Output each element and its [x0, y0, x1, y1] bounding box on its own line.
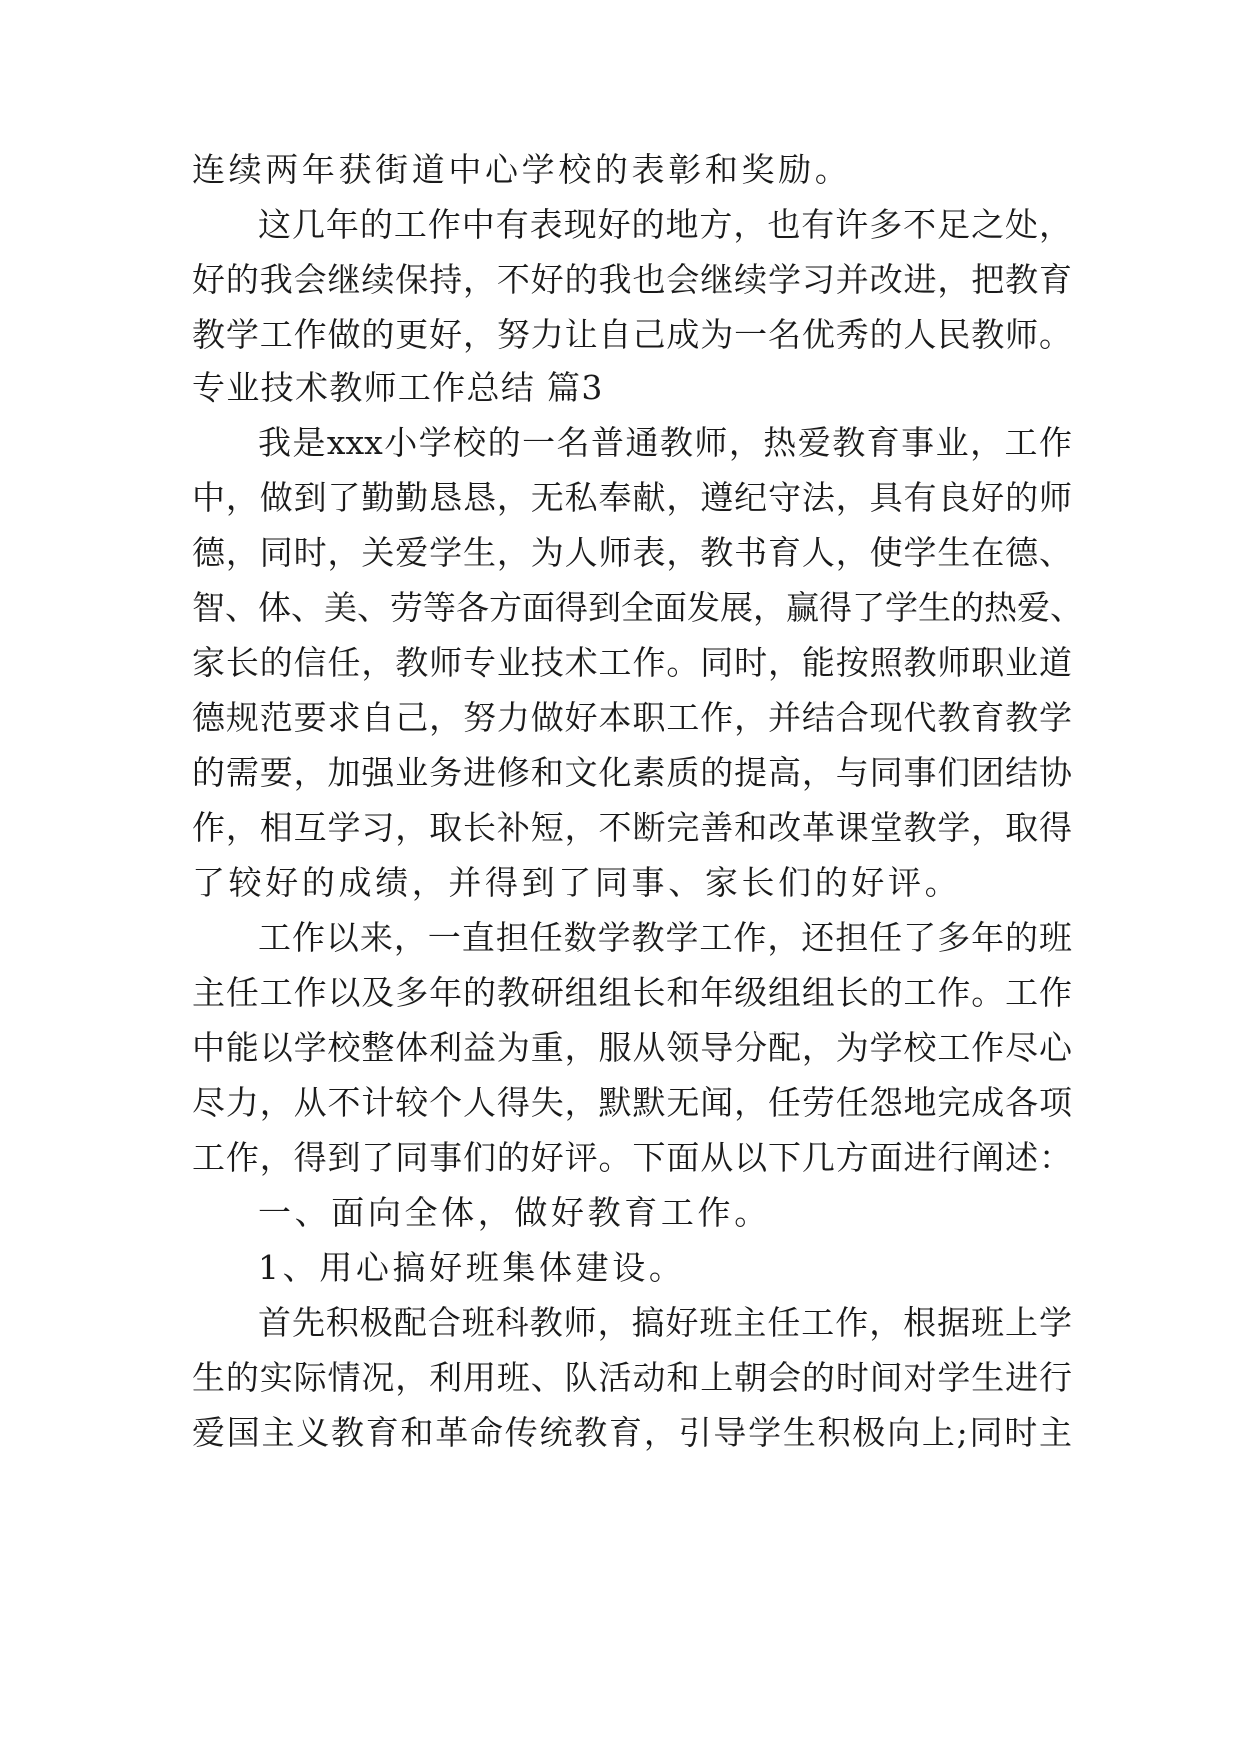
text-line: 德，同时，关爱学生，为人师表，教书育人，使学生在德、 — [192, 533, 1072, 572]
text-line: 德规范要求自己，努力做好本职工作，并结合现代教育教学 — [192, 698, 1072, 737]
section-heading: 专业技术教师工作总结 篇3 — [192, 368, 604, 407]
numbered-heading: 一、面向全体，做好教育工作。 — [258, 1193, 771, 1232]
text-line: 生的实际情况，利用班、队活动和上朝会的时间对学生进行 — [192, 1358, 1072, 1397]
text-line: 爱国主义教育和革命传统教育，引导学生积极向上;同时主 — [192, 1413, 1072, 1452]
text-line: 中能以学校整体利益为重，服从领导分配，为学校工作尽心 — [192, 1028, 1072, 1067]
text-line: 工作，得到了同事们的好评。下面从以下几方面进行阐述： — [192, 1138, 1072, 1177]
paragraph-first-line: 首先积极配合班科教师，搞好班主任工作，根据班上学 — [258, 1303, 1072, 1342]
text-line: 家长的信任，教师专业技术工作。同时，能按照教师职业道 — [192, 643, 1072, 682]
paragraph-first-line: 这几年的工作中有表现好的地方，也有许多不足之处， — [258, 205, 1072, 244]
text-line: 好的我会继续保持，不好的我也会继续学习并改进，把教育 — [192, 260, 1072, 299]
text-line: 的需要，加强业务进修和文化素质的提高，与同事们团结协 — [192, 753, 1072, 792]
paragraph-first-line: 工作以来，一直担任数学教学工作，还担任了多年的班 — [258, 918, 1072, 957]
paragraph-first-line: 我是xxx小学校的一名普通教师，热爱教育事业，工作 — [258, 423, 1072, 462]
text-line: 连续两年获街道中心学校的表彰和奖励。 — [192, 150, 852, 189]
text-line: 了较好的成绩，并得到了同事、家长们的好评。 — [192, 863, 962, 902]
text-line: 中，做到了勤勤恳恳，无私奉献，遵纪守法，具有良好的师 — [192, 478, 1072, 517]
text-line: 主任工作以及多年的教研组组长和年级组组长的工作。工作 — [192, 973, 1072, 1012]
numbered-heading: 1、用心搞好班集体建设。 — [258, 1248, 686, 1287]
text-line: 教学工作做的更好，努力让自己成为一名优秀的人民教师。 — [192, 315, 1072, 354]
text-line: 智、体、美、劳等各方面得到全面发展，赢得了学生的热爱、 — [192, 588, 1083, 627]
text-line: 尽力，从不计较个人得失，默默无闻，任劳任怨地完成各项 — [192, 1083, 1072, 1122]
text-line: 作，相互学习，取长补短，不断完善和改革课堂教学，取得 — [192, 808, 1072, 847]
